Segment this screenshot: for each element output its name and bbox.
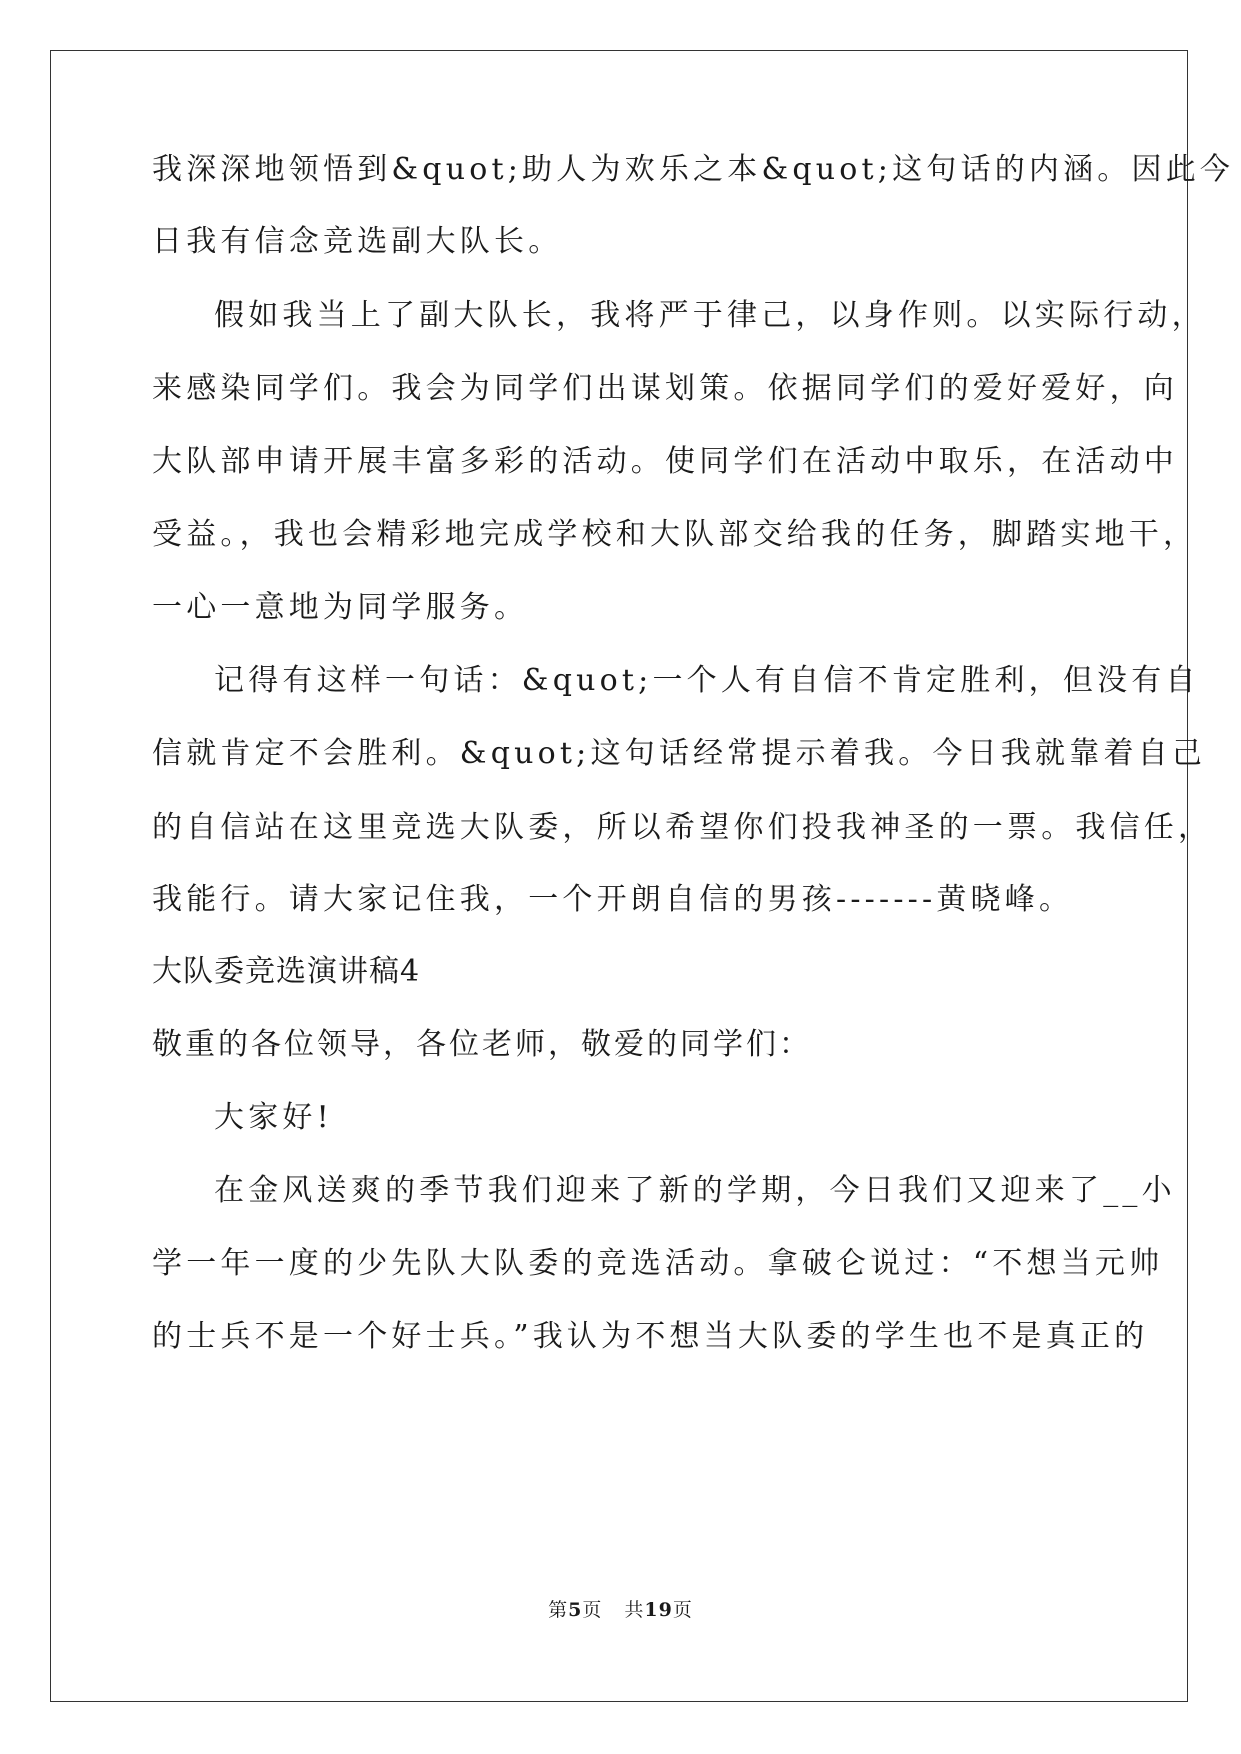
page-label-prefix: 第 (548, 1599, 569, 1621)
total-label-prefix: 共 (624, 1599, 645, 1621)
text-line: 日我有信念竞选副大队长。 (152, 224, 563, 259)
page-label-suffix: 页 (582, 1599, 603, 1621)
total-label-suffix: 页 (672, 1599, 693, 1621)
text-line: 一心一意地为同学服务。 (152, 590, 529, 625)
total-pages: 19 (644, 1599, 673, 1621)
text-line: 的自信站在这里竞选大队委，所以希望你们投我神圣的一票。我信任， (152, 810, 1213, 845)
greeting: 大家好! (214, 1100, 333, 1135)
paragraph-start: 在金风送爽的季节我们迎来了新的学期，今日我们又迎来了__小 (214, 1173, 1176, 1208)
text-line: 我深深地领悟到&quot;助人为欢乐之本&quot;这句话的内涵。因此今 (152, 152, 1235, 187)
paragraph-start: 假如我当上了副大队长，我将严于律己，以身作则。以实际行动， (214, 298, 1206, 333)
text-line: 大队部申请开展丰富多彩的活动。使同学们在活动中取乐，在活动中 (152, 444, 1178, 479)
text-line: 信就肯定不会胜利。&quot;这句话经常提示着我。今日我就靠着自己 (152, 736, 1207, 771)
text-line: 我能行。请大家记住我，一个开朗自信的男孩-------黄晓峰。 (152, 882, 1074, 917)
page-number: 5 (568, 1599, 583, 1621)
salutation: 敬重的各位领导，各位老师，敬爱的同学们： (152, 1027, 812, 1062)
text-line: 受益。，我也会精彩地完成学校和大队部交给我的任务，脚踏实地干， (152, 517, 1198, 552)
text-line: 来感染同学们。我会为同学们出谋划策。依据同学们的爱好爱好，向 (152, 371, 1178, 406)
text-line: 的士兵不是一个好士兵。”我认为不想当大队委的学生也不是真正的 (152, 1319, 1149, 1354)
section-heading: 大队委竞选演讲稿4 (152, 954, 421, 989)
page-footer (0, 1598, 1241, 1622)
paragraph-start: 记得有这样一句话：&quot;一个人有自信不肯定胜利，但没有自 (214, 663, 1200, 698)
text-line: 学一年一度的少先队大队委的竞选活动。拿破仑说过：“不想当元帅 (152, 1246, 1164, 1281)
